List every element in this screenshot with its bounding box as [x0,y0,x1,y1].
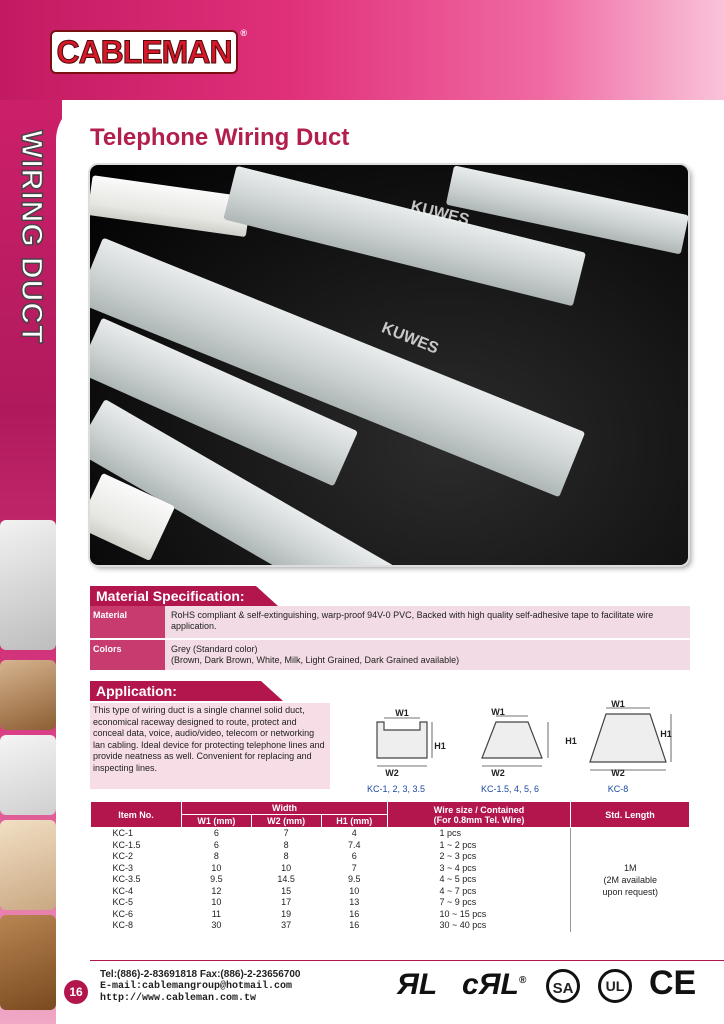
table-cell-item: KC-5 [112,897,134,907]
diagram-caption: KC-8 [607,784,629,794]
duct-sample-image [0,520,56,650]
table-cell-wire: 10 ~ 15 pcs [439,908,487,919]
table-cell-h1: 7 [351,862,357,873]
spec-row-colors [90,640,690,670]
table-cell-item: KC-8 [112,920,134,930]
table-cell-w2: 8 [283,851,289,861]
col-header-length: Std. Length [571,802,690,828]
col-header-h1: H1 (mm) [321,815,387,828]
table-cell-w2: 8 [283,839,289,850]
table-cell-wire: 4 ~ 5 pcs [439,874,477,884]
diagram-w2: W2 [611,768,625,778]
col-header-w1: W1 (mm) [182,815,252,828]
cur-mark-icon [462,968,526,1002]
table-cell-w1: 8 [213,851,219,861]
diagram-caption: KC-1.5, 4, 5, 6 [480,784,540,794]
table-cell-item: KC-4 [112,885,134,896]
diagram-w1: W1 [491,707,505,717]
csa-mark-icon [546,969,580,1003]
table-cell-h1: 16 [349,908,360,919]
spec-label: Material [90,606,165,638]
table-row [91,828,690,840]
side-title: WIRING DUCT [15,130,48,345]
table-cell-w1: 12 [211,885,222,896]
table-cell-item: KC-1.5 [112,839,141,850]
ul-mark-icon [598,969,632,1003]
cur-registered: ® [518,975,527,986]
table-cell-w2: 17 [281,897,292,907]
table-cell-h1: 10 [349,885,360,896]
col-header-wire-line: (For 0.8mm Tel. Wire) [433,814,525,825]
col-header-w2: W2 (mm) [251,815,321,828]
col-header-width: Width [182,802,388,815]
application-text: This type of wiring duct is a single channel solid duct, economical raceway designed to route, protect and conceal data, voice, audio/video, telecom or networking lan cabling. Ideal device for protecting telephone lines and provide neatness as well. Convenient for replacing and inspecting lines. [90,703,330,789]
contact-info [100,969,301,1005]
table-cell-item: KC-6 [112,908,134,919]
duct-sample-image [0,735,56,815]
table-cell-w1: 11 [211,908,222,919]
diagram-w2: W2 [491,768,505,778]
col-header-item: Item No. [91,802,182,828]
duct-print-stamp: KUWES [408,198,471,229]
page-number: 16 [64,980,88,1004]
spec-value-line: Grey (Standard color) [171,644,258,654]
table-cell-w1: 10 [211,897,222,907]
table-cell-w1: 30 [211,920,222,930]
application-heading: Application: [90,681,261,701]
diagram-caption: KC-1, 2, 3, 3.5 [366,784,426,794]
footer-divider [90,960,724,961]
spec-table-body [91,828,690,932]
product-photo [90,165,688,565]
contact-website[interactable]: http://www.cableman.com.tw [100,993,257,1004]
col-header-wire-line: Wire size / Contained [433,804,525,815]
cur-mark-text: cЯL [462,968,519,1001]
table-cell-w2: 15 [281,885,292,896]
table-cell-item: KC-3 [112,862,134,873]
col-header-wire [388,802,571,828]
diagram-w1: W1 [395,708,409,718]
duct-sample-image [0,660,56,730]
table-cell-w1: 9.5 [210,874,223,884]
spec-row-material [90,606,690,638]
logo-registered: ® [240,28,246,38]
duct-sample-image [0,915,56,1010]
table-cell-wire: 1 ~ 2 pcs [439,839,477,850]
length-line: 1M [623,862,637,873]
length-line: upon request) [602,886,659,897]
page-title: Telephone Wiring Duct [90,124,350,151]
table-cell-w1: 6 [213,839,219,850]
ur-mark-icon: ЯL [397,968,438,1001]
table-cell-wire: 4 ~ 7 pcs [439,885,477,896]
table-cell-length [571,828,690,932]
ce-mark-icon: CE [649,964,697,1002]
ul-mark-text: UL [605,978,625,994]
spec-value [165,640,690,670]
table-cell-h1: 16 [349,920,360,930]
table-cell-w2: 14.5 [277,874,295,884]
csa-mark-text: SA [552,980,574,997]
duct-print-stamp: KUWES [379,319,441,358]
table-cell-wire: 7 ~ 9 pcs [439,897,477,907]
table-cell-item: KC-1 [112,828,134,838]
table-cell-item: KC-3.5 [112,874,141,884]
table-cell-wire: 2 ~ 3 pcs [439,851,477,861]
spec-table [90,801,690,932]
diagram-w2: W2 [385,768,399,778]
diagram-h1: H1 [565,736,577,746]
table-cell-w1: 6 [213,828,219,838]
table-cell-h1: 6 [351,851,357,861]
table-cell-wire: 30 ~ 40 pcs [439,920,487,930]
table-cell-item: KC-2 [112,851,134,861]
table-cell-w1: 10 [211,862,222,873]
table-cell-h1: 4 [351,828,357,838]
table-cell-h1: 9.5 [348,874,361,884]
spec-value: RoHS compliant & self-extinguishing, warp-proof 94V-0 PVC, Backed with high quality self-adhesive tape to facilitate wire application. [165,606,690,638]
logo-text: CABLEMAN [56,33,232,70]
duct-sample-image [0,820,56,910]
contact-phone: Tel:(886)-2-83691818 Fax:(886)-2-23656700 [100,969,301,980]
cableman-logo [50,28,246,74]
table-cell-wire: 1 pcs [439,828,462,838]
contact-email[interactable]: E-mail:cablemangroup@hotmail.com [100,981,293,992]
table-cell-wire: 3 ~ 4 pcs [439,862,477,873]
diagram-w1: W1 [611,699,625,709]
spec-label: Colors [90,640,165,670]
diagram-h1: H1 [660,729,672,739]
diagram-h1: H1 [434,741,446,751]
table-cell-w2: 7 [283,828,289,838]
spec-value-line: (Brown, Dark Brown, White, Milk, Light Grained, Dark Grained available) [171,655,460,665]
table-cell-h1: 13 [349,897,360,907]
length-line: (2M available [603,874,658,885]
material-spec-heading: Material Specification: [90,586,256,606]
table-cell-h1: 7.4 [348,839,361,850]
table-cell-w2: 19 [281,908,292,919]
table-cell-w2: 37 [281,920,292,930]
table-cell-w2: 10 [281,862,292,873]
